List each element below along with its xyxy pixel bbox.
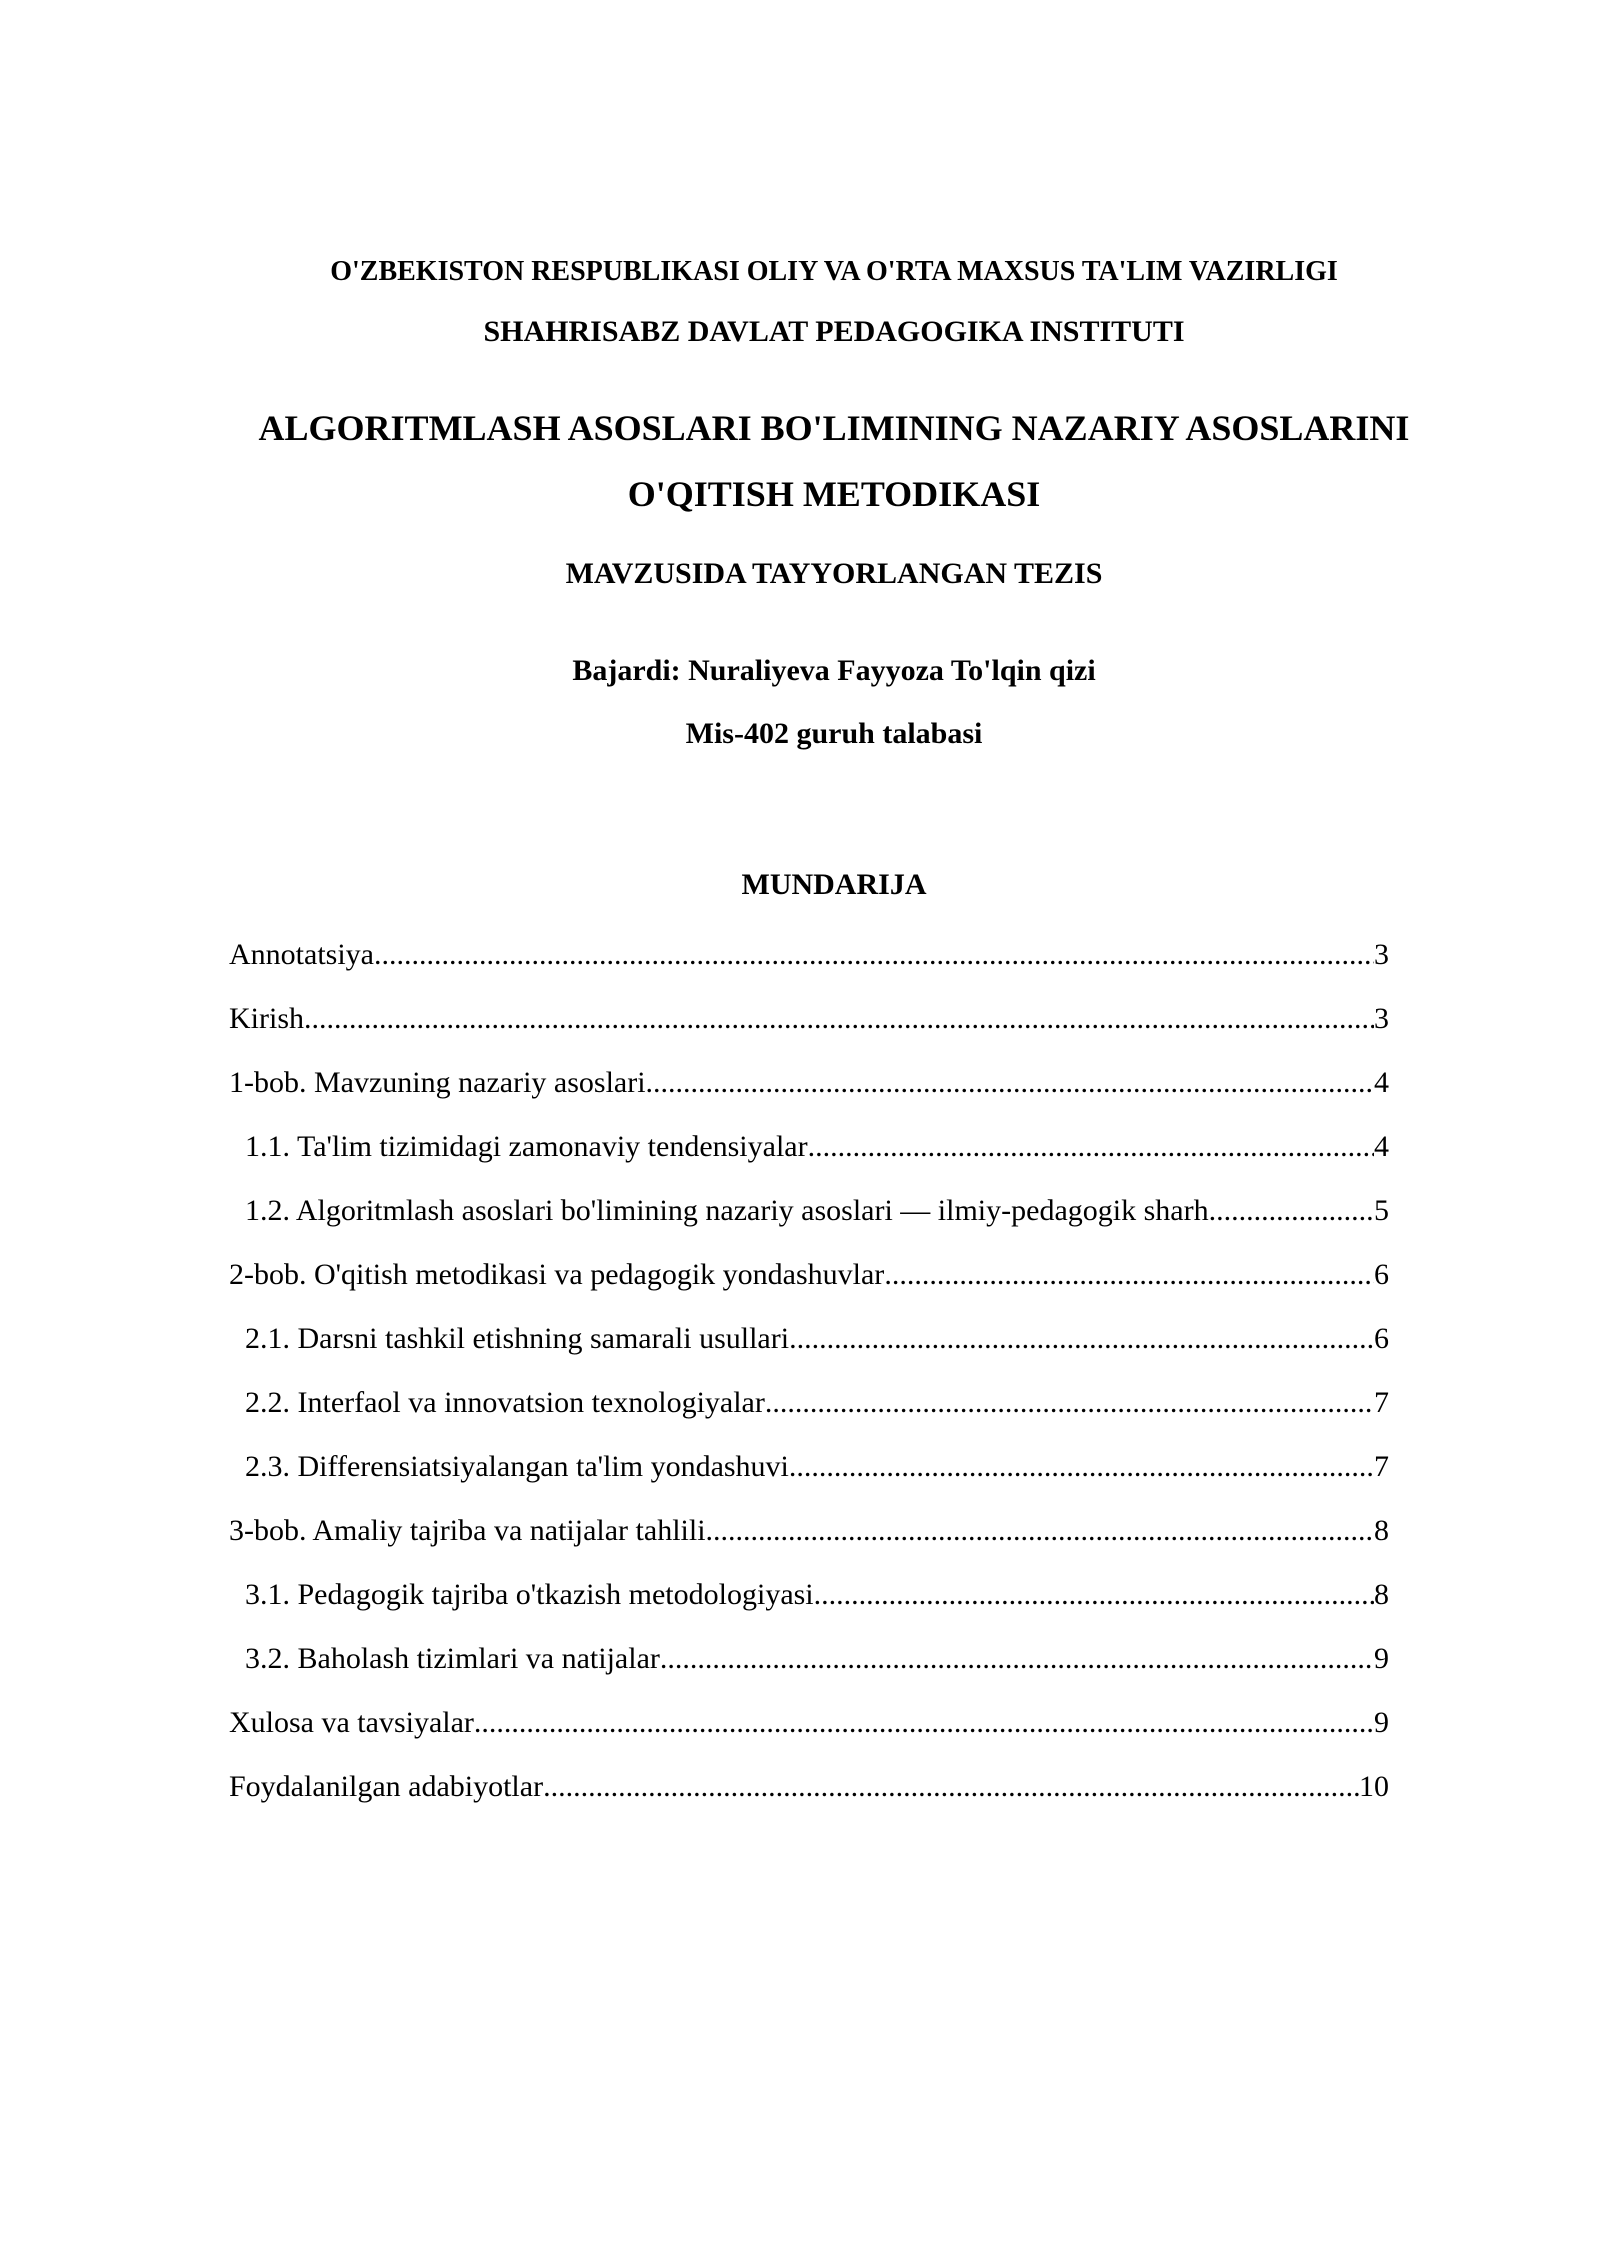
group-line: Mis-402 guruh talabasi bbox=[685, 717, 983, 750]
institute-heading: SHAHRISABZ DAVLAT PEDAGOGIKA INSTITUTI bbox=[483, 315, 1185, 348]
toc-page-number: 6 bbox=[1374, 1322, 1389, 1355]
toc-item-label: 1.2. Algoritmlash asoslari bo'limining nazariy asoslari — ilmiy-pedagogik sharh bbox=[245, 1194, 1209, 1227]
toc-page-number: 3 bbox=[1374, 1002, 1389, 1035]
author-line: Bajardi: Nuraliyeva Fayyoza To'lqin qizi bbox=[572, 654, 1096, 687]
toc-page-number: 8 bbox=[1374, 1578, 1389, 1611]
table-of-contents bbox=[229, 936, 1389, 1832]
toc-dot-leader bbox=[814, 1576, 1374, 1614]
toc-page-number: 10 bbox=[1359, 1770, 1389, 1803]
toc-item-label: 1.1. Ta'lim tizimidagi zamonaviy tendensiyalar bbox=[245, 1130, 808, 1163]
toc-heading: MUNDARIJA bbox=[741, 868, 927, 901]
toc-item-label: 2.3. Differensiatsiyalangan ta'lim yondashuvi bbox=[245, 1450, 789, 1483]
toc-dot-leader bbox=[789, 1448, 1374, 1486]
toc-item-chapter-2 bbox=[229, 1256, 1389, 1320]
toc-page-number: 8 bbox=[1374, 1514, 1389, 1547]
toc-item-section-2-3 bbox=[229, 1448, 1389, 1512]
toc-item-label: 1-bob. Mavzuning nazariy asoslari bbox=[229, 1066, 646, 1099]
toc-page-number: 4 bbox=[1374, 1066, 1389, 1099]
toc-item-label: 3.2. Baholash tizimlari va natijalar bbox=[245, 1642, 660, 1675]
toc-item-label: Annotatsiya bbox=[229, 938, 374, 971]
toc-item-label: Xulosa va tavsiyalar bbox=[229, 1706, 474, 1739]
ministry-heading: O'ZBEKISTON RESPUBLIKASI OLIY VA O'RTA MAXSUS TA'LIM VAZIRLIGI bbox=[330, 256, 1338, 287]
document-title-line-2: O'QITISH METODIKASI bbox=[627, 474, 1041, 514]
toc-page-number: 7 bbox=[1374, 1386, 1389, 1419]
toc-dot-leader bbox=[660, 1640, 1374, 1678]
toc-item-label: 2.1. Darsni tashkil etishning samarali usullari bbox=[245, 1322, 790, 1355]
toc-item-chapter-3 bbox=[229, 1512, 1389, 1576]
toc-page-number: 9 bbox=[1374, 1642, 1389, 1675]
toc-item-section-1-1 bbox=[229, 1128, 1389, 1192]
toc-item-section-2-1 bbox=[229, 1320, 1389, 1384]
toc-item-annotatsiya bbox=[229, 936, 1389, 1000]
toc-page-number: 5 bbox=[1374, 1194, 1389, 1227]
toc-dot-leader bbox=[474, 1704, 1374, 1742]
toc-dot-leader bbox=[1209, 1192, 1374, 1230]
toc-item-kirish bbox=[229, 1000, 1389, 1064]
toc-dot-leader bbox=[706, 1512, 1374, 1550]
toc-page-number: 3 bbox=[1374, 938, 1389, 971]
toc-item-label: Foydalanilgan adabiyotlar bbox=[229, 1770, 544, 1803]
toc-item-xulosa bbox=[229, 1704, 1389, 1768]
toc-item-section-2-2 bbox=[229, 1384, 1389, 1448]
toc-dot-leader bbox=[808, 1128, 1374, 1166]
toc-dot-leader bbox=[304, 1000, 1374, 1038]
toc-page-number: 4 bbox=[1374, 1130, 1389, 1163]
toc-dot-leader bbox=[884, 1256, 1374, 1294]
toc-dot-leader bbox=[765, 1384, 1374, 1422]
toc-item-label: 2-bob. O'qitish metodikasi va pedagogik yondashuvlar bbox=[229, 1258, 885, 1291]
toc-dot-leader bbox=[789, 1320, 1374, 1358]
toc-item-section-3-1 bbox=[229, 1576, 1389, 1640]
toc-dot-leader bbox=[543, 1768, 1359, 1806]
toc-page-number: 9 bbox=[1374, 1706, 1389, 1739]
toc-page-number: 6 bbox=[1374, 1258, 1389, 1291]
toc-dot-leader bbox=[646, 1064, 1374, 1102]
toc-item-label: Kirish bbox=[229, 1002, 304, 1035]
toc-item-chapter-1 bbox=[229, 1064, 1389, 1128]
toc-page-number: 7 bbox=[1374, 1450, 1389, 1483]
document-title-line-1: ALGORITMLASH ASOSLARI BO'LIMINING NAZARIY ASOSLARINI bbox=[258, 408, 1410, 448]
toc-dot-leader bbox=[374, 936, 1374, 974]
document-subtitle: MAVZUSIDA TAYYORLANGAN TEZIS bbox=[565, 557, 1103, 590]
toc-item-section-3-2 bbox=[229, 1640, 1389, 1704]
toc-item-label: 3-bob. Amaliy tajriba va natijalar tahlili bbox=[229, 1514, 706, 1547]
toc-item-label: 3.1. Pedagogik tajriba o'tkazish metodologiyasi bbox=[245, 1578, 814, 1611]
toc-item-section-1-2 bbox=[229, 1192, 1389, 1256]
toc-item-label: 2.2. Interfaol va innovatsion texnologiyalar bbox=[245, 1386, 765, 1419]
toc-item-adabiyotlar bbox=[229, 1768, 1389, 1832]
